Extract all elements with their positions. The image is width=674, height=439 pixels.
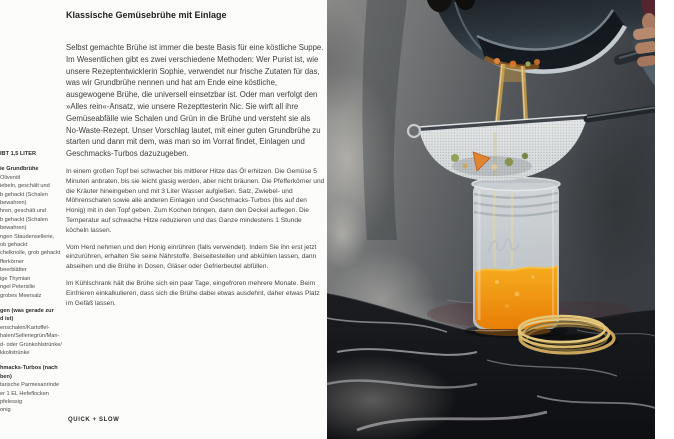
ingredient-section-header: gen (was gerade zur [0,307,54,314]
vegetable-piece [463,164,468,169]
vegetable-piece [451,154,459,162]
ingredient-line: b gehackt (Schalen [0,191,48,198]
recipe-photo [327,0,655,439]
page-right-margin [655,0,674,439]
vegetable-piece [525,61,530,66]
onion-piece [491,164,497,170]
ingredient-line: tarische Parmesanrinde [0,382,60,389]
vegetable-piece [505,158,513,166]
ingredient-section-header: ben) [0,373,12,380]
recipe-title: Klassische Gemüsebrühe mit Einlage [66,10,227,20]
vegetable-piece [522,153,528,159]
ingredient-line: hren, geschält und [0,208,47,215]
recipe-page [0,0,327,439]
ingredient-line: ngen Staudensellerie, [0,233,55,240]
ingredient-line: iebeln, geschält und [0,183,50,190]
ingredient-line: beerblätter [0,267,27,274]
ingredient-line: er 1 EL Hefeflocken [0,390,49,397]
ingredient-line: kkolistrünke [0,349,30,356]
ingredient-line: pfelessig [0,398,23,405]
ingredient-line: bewahren) [0,225,27,232]
yield-line: IBT 1,5 LITER [0,151,37,157]
ingredient-line: onig [0,407,11,414]
ingredient-section-header: hmacks-Turbos (nach [0,365,58,372]
ingredient-line: enschalen/Kartoffel- [0,324,50,331]
ingredient-line: Olivenöl [0,174,21,181]
mason-jar [464,178,568,339]
ingredient-line: ige Thymian [0,275,31,282]
ingredient-line: b gehackt (Schalen [0,216,48,223]
recipe-intro-paragraph: Selbst gemachte Brühe ist immer die beste Basis für eine köstliche Suppe. Im Wesentlichen gibt es zwei verschiedene Methoden: Wer Purist ist, wie unsere Rezeptentwicklerin Sophie, verwendet nur frische Zutaten für das, was wir Grundbrühe nennen und hat am Ende eine köstliche, ausgewogene Brühe, die universell einsetzbar ist. Oder man verfolgt den »Alles rein«-Ansatz, wie unsere Rezepttesterin Nic. Sie wirft all ihre Gemüseabfälle wie Schalen und Grün in die Brühe und versteht sie als No-Waste-Rezept. Unser Vorschlag lautet, mit einer guten Grundbrühe zu starten und dann mit dem, was man so im Vorrat findet, Einlagen und Geschmacks-Turbos dazuzugeben. [66,43,324,159]
recipe-step-paragraph: In einem großen Topf bei schwacher bis mittlerer Hitze das Öl erhitzen. Die Gemüse 5 Minuten anbraten, bis sie leicht glasig werden, aber nicht bräunen. Die Pfefferkörner und die Kräuter hineingeben und mit 3 Liter Wasser aufgießen. Salz, Zwiebel- und Möhrenschalen sowie alle anderen Einlagen und Geschmacks-Turbos (bis auf den Honig) mit in den Topf geben. Zum Kochen bringen, dann den Deckel auflegen. Die Temperatur auf schwache Hitze reduzieren und das Ganze mindestens 1 Stunde köcheln lassen. [66,167,325,234]
ingredient-line: chelknolle, grob gehackt [0,250,61,257]
carrot-piece [494,58,500,64]
ingredient-section-header: ie Grundbrühe [0,166,39,173]
ingredient-line: bewahren) [0,200,27,207]
ingredient-line: halen/Selleriegrün/Man- [0,333,60,340]
ingredient-line: grobes Meersalz [0,292,42,299]
ingredient-line: d- oder Grünkohlstrünke/ [0,341,62,348]
ingredient-line: ngel Petersilie [0,284,36,291]
running-footer: QUICK + SLOW [68,417,120,423]
carrot-piece [534,59,540,65]
recipe-step-paragraph: Vom Herd nehmen und den Honig einrühren (falls verwendet). Indem Sie ihn erst jetzt einzurühren, erhalten Sie seine Nährstoffe. Beiseitestellen und abkühlen lassen, dann abseihen und die Brühe in Dosen, Gläser oder Gefrierbeutel abfüllen. [66,243,317,271]
recipe-text-column [66,10,325,308]
broth-pouring-illustration [327,0,655,439]
ingredient-line: fferkörner [0,258,24,265]
recipe-step-paragraph: Im Kühlschrank hält die Brühe sich ein paar Tage, eingefroren mehrere Monate. Beim Einfrieren einkalkulieren, dass sich die Brühe dabei etwas ausdehnt, daher etwas Platz im Gefäß lassen. [66,279,320,307]
ingredients-sidebar [0,150,62,415]
ingredient-section-header: d ist) [0,316,14,323]
ingredient-line: ob gehackt [0,242,28,249]
